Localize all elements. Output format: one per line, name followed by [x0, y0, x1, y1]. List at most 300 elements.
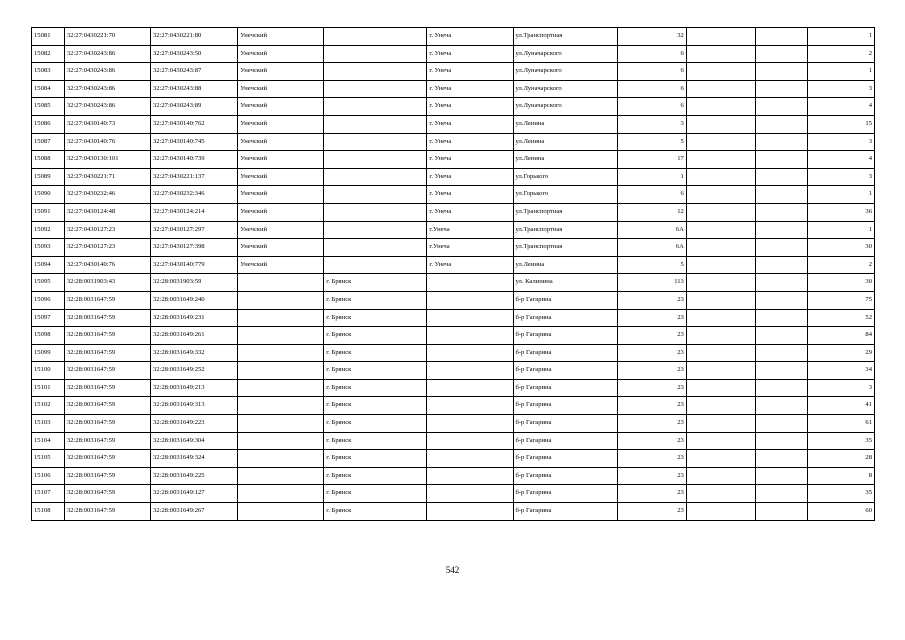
cell-parcel-cadastral-number: 32:27:0430243:86 [64, 63, 150, 81]
table-row [32, 256, 875, 274]
cell-street: б-р Гагарина [513, 485, 617, 503]
cell-parcel-cadastral-number: 32:28:0031647:59 [64, 379, 150, 397]
cell-extra-col-2 [755, 485, 807, 503]
cell-district: Унечский [238, 45, 324, 63]
cell-district [238, 379, 324, 397]
cell-extra-col-1 [686, 450, 755, 468]
cell-town: г. Унеча [427, 98, 513, 116]
cell-city: г. Брянск [324, 485, 427, 503]
cell-record-number: 15097 [32, 309, 65, 327]
cell-town: г.Унеча [427, 221, 513, 239]
table-row [32, 291, 875, 309]
cell-record-number: 15104 [32, 432, 65, 450]
cell-street: б-р Гагарина [513, 467, 617, 485]
cell-record-number: 15081 [32, 28, 65, 46]
cell-street: ул.Транспортная [513, 239, 617, 257]
cell-extra-col-2 [755, 362, 807, 380]
cell-parcel-cadastral-number: 32:28:0031647:59 [64, 344, 150, 362]
cell-city [324, 133, 427, 151]
cell-record-number: 15088 [32, 151, 65, 169]
cell-street: б-р Гагарина [513, 450, 617, 468]
cell-extra-col-2 [755, 432, 807, 450]
cell-street: ул.Луначарского [513, 63, 617, 81]
cell-district: Унечский [238, 168, 324, 186]
cell-town: г. Унеча [427, 115, 513, 133]
cell-apartment-number: 84 [808, 327, 875, 345]
cell-extra-col-1 [686, 415, 755, 433]
cell-city: г. Брянск [324, 432, 427, 450]
cell-extra-col-1 [686, 80, 755, 98]
cell-house-number: 23 [617, 467, 686, 485]
cell-town: г. Унеча [427, 186, 513, 204]
cell-apartment-number: 75 [808, 291, 875, 309]
cell-district [238, 485, 324, 503]
cell-parcel-cadastral-number: 32:28:0031647:59 [64, 327, 150, 345]
cell-district: Унечский [238, 186, 324, 204]
cell-extra-col-2 [755, 327, 807, 345]
cell-extra-col-1 [686, 503, 755, 521]
cell-street: б-р Гагарина [513, 397, 617, 415]
table-row [32, 503, 875, 521]
cell-district [238, 397, 324, 415]
page-number: 542 [445, 565, 460, 575]
cell-extra-col-2 [755, 115, 807, 133]
cell-object-cadastral-number: 32:27:0430243:88 [150, 80, 237, 98]
cell-object-cadastral-number: 32:28:0031649:252 [150, 362, 237, 380]
cell-apartment-number: 41 [808, 397, 875, 415]
cell-house-number: 6 [617, 98, 686, 116]
cell-extra-col-2 [755, 309, 807, 327]
cell-extra-col-1 [686, 379, 755, 397]
cell-house-number: 23 [617, 503, 686, 521]
table-row [32, 151, 875, 169]
cell-apartment-number: 30 [808, 274, 875, 292]
cell-object-cadastral-number: 32:28:0031649:324 [150, 450, 237, 468]
cell-house-number: 23 [617, 415, 686, 433]
cell-apartment-number: 3 [808, 133, 875, 151]
cell-extra-col-1 [686, 291, 755, 309]
cell-object-cadastral-number: 32:27:0430140:739 [150, 151, 237, 169]
cell-apartment-number: 4 [808, 151, 875, 169]
cell-street: ул.Транспортная [513, 28, 617, 46]
cell-house-number: 23 [617, 485, 686, 503]
table-row [32, 186, 875, 204]
cell-extra-col-1 [686, 203, 755, 221]
cell-district: Унечский [238, 98, 324, 116]
cell-extra-col-2 [755, 133, 807, 151]
cell-record-number: 15100 [32, 362, 65, 380]
cell-house-number: 6 [617, 63, 686, 81]
cell-apartment-number: 35 [808, 432, 875, 450]
cell-object-cadastral-number: 32:28:0031649:267 [150, 503, 237, 521]
table-row [32, 467, 875, 485]
cell-extra-col-1 [686, 344, 755, 362]
cell-object-cadastral-number: 32:28:0031649:127 [150, 485, 237, 503]
cell-district: Унечский [238, 239, 324, 257]
cell-city [324, 63, 427, 81]
cell-house-number: 23 [617, 327, 686, 345]
cell-parcel-cadastral-number: 32:28:0031647:59 [64, 503, 150, 521]
cell-parcel-cadastral-number: 32:27:0430124:48 [64, 203, 150, 221]
cell-record-number: 15094 [32, 256, 65, 274]
cell-apartment-number: 3 [808, 168, 875, 186]
register-table [31, 27, 875, 521]
cell-object-cadastral-number: 32:27:0430221:137 [150, 168, 237, 186]
cell-parcel-cadastral-number: 32:27:0430243:86 [64, 98, 150, 116]
cell-extra-col-2 [755, 151, 807, 169]
cell-town: г. Унеча [427, 63, 513, 81]
cell-district: Унечский [238, 151, 324, 169]
cell-house-number: 23 [617, 397, 686, 415]
cell-street: б-р Гагарина [513, 344, 617, 362]
cell-district: Унечский [238, 63, 324, 81]
cell-object-cadastral-number: 32:27:0430140:745 [150, 133, 237, 151]
cell-record-number: 15089 [32, 168, 65, 186]
cell-object-cadastral-number: 32:27:0430127:297 [150, 221, 237, 239]
cell-apartment-number: 52 [808, 309, 875, 327]
cell-record-number: 15090 [32, 186, 65, 204]
cell-house-number: 23 [617, 344, 686, 362]
cell-object-cadastral-number: 32:28:0031649:225 [150, 467, 237, 485]
cell-district [238, 467, 324, 485]
cell-object-cadastral-number: 32:28:0031649:332 [150, 344, 237, 362]
cell-extra-col-2 [755, 203, 807, 221]
cell-record-number: 15084 [32, 80, 65, 98]
cell-house-number: 3 [617, 115, 686, 133]
cell-street: б-р Гагарина [513, 432, 617, 450]
cell-record-number: 15103 [32, 415, 65, 433]
cell-extra-col-2 [755, 28, 807, 46]
cell-city: г. Брянск [324, 415, 427, 433]
cell-object-cadastral-number: 32:28:0031649:223 [150, 415, 237, 433]
cell-extra-col-2 [755, 239, 807, 257]
cell-object-cadastral-number: 32:27:0430221:80 [150, 28, 237, 46]
cell-town: г. Унеча [427, 28, 513, 46]
cell-extra-col-2 [755, 450, 807, 468]
cell-apartment-number: 29 [808, 344, 875, 362]
table-row [32, 362, 875, 380]
cell-extra-col-1 [686, 485, 755, 503]
cell-house-number: 6 [617, 186, 686, 204]
cell-city [324, 98, 427, 116]
table-row [32, 432, 875, 450]
cell-town [427, 432, 513, 450]
cell-parcel-cadastral-number: 32:28:0031647:59 [64, 467, 150, 485]
cell-street: ул.Транспортная [513, 221, 617, 239]
table-row [32, 63, 875, 81]
cell-record-number: 15086 [32, 115, 65, 133]
cell-parcel-cadastral-number: 32:28:0031647:59 [64, 450, 150, 468]
cell-district [238, 327, 324, 345]
cell-extra-col-1 [686, 397, 755, 415]
cell-parcel-cadastral-number: 32:27:0430243:86 [64, 80, 150, 98]
cell-extra-col-2 [755, 168, 807, 186]
cell-street: ул.Луначарского [513, 80, 617, 98]
cell-extra-col-2 [755, 256, 807, 274]
cell-apartment-number: 4 [808, 98, 875, 116]
cell-city: г. Брянск [324, 450, 427, 468]
cell-parcel-cadastral-number: 32:28:0031647:59 [64, 432, 150, 450]
cell-street: ул.Луначарского [513, 98, 617, 116]
cell-city: г. Брянск [324, 467, 427, 485]
cell-district [238, 415, 324, 433]
cell-parcel-cadastral-number: 32:27:0430140:76 [64, 133, 150, 151]
table-row [32, 80, 875, 98]
cell-house-number: 23 [617, 309, 686, 327]
cell-city [324, 239, 427, 257]
cell-parcel-cadastral-number: 32:27:0430140:76 [64, 256, 150, 274]
cell-apartment-number: 8 [808, 467, 875, 485]
cell-object-cadastral-number: 32:27:0430124:214 [150, 203, 237, 221]
cell-city: г. Брянск [324, 362, 427, 380]
cell-town [427, 450, 513, 468]
cell-parcel-cadastral-number: 32:28:0031647:59 [64, 309, 150, 327]
cell-house-number: 1 [617, 168, 686, 186]
cell-district [238, 291, 324, 309]
cell-town [427, 309, 513, 327]
table-row [32, 379, 875, 397]
cell-extra-col-1 [686, 432, 755, 450]
table-row [32, 239, 875, 257]
cell-town [427, 362, 513, 380]
cell-street: ул.Ленина [513, 256, 617, 274]
cell-record-number: 15092 [32, 221, 65, 239]
cell-parcel-cadastral-number: 32:28:0031647:59 [64, 415, 150, 433]
cell-extra-col-1 [686, 98, 755, 116]
cell-house-number: 17 [617, 151, 686, 169]
cell-object-cadastral-number: 32:28:0031649:213 [150, 379, 237, 397]
cell-district: Унечский [238, 28, 324, 46]
cell-house-number: 5 [617, 133, 686, 151]
cell-town: г. Унеча [427, 256, 513, 274]
cell-house-number: 6 [617, 45, 686, 63]
cell-object-cadastral-number: 32:28:0031649:240 [150, 291, 237, 309]
cell-city [324, 151, 427, 169]
cell-district [238, 344, 324, 362]
cell-parcel-cadastral-number: 32:28:0031647:59 [64, 291, 150, 309]
cell-town: г. Унеча [427, 203, 513, 221]
table-row [32, 485, 875, 503]
cell-city [324, 256, 427, 274]
cell-record-number: 15106 [32, 467, 65, 485]
cell-apartment-number: 36 [808, 203, 875, 221]
cell-record-number: 15085 [32, 98, 65, 116]
cell-street: б-р Гагарина [513, 415, 617, 433]
cell-city [324, 28, 427, 46]
cell-parcel-cadastral-number: 32:27:0430221:70 [64, 28, 150, 46]
table-row [32, 327, 875, 345]
cell-object-cadastral-number: 32:27:0430243:89 [150, 98, 237, 116]
table-row [32, 45, 875, 63]
cell-town [427, 379, 513, 397]
cell-house-number: 23 [617, 362, 686, 380]
cell-district: Унечский [238, 203, 324, 221]
cell-apartment-number: 28 [808, 450, 875, 468]
cell-record-number: 15101 [32, 379, 65, 397]
cell-apartment-number: 15 [808, 115, 875, 133]
cell-extra-col-2 [755, 344, 807, 362]
cell-extra-col-1 [686, 63, 755, 81]
cell-record-number: 15087 [32, 133, 65, 151]
cell-extra-col-2 [755, 415, 807, 433]
cell-parcel-cadastral-number: 32:27:0430221:71 [64, 168, 150, 186]
cell-apartment-number: 61 [808, 415, 875, 433]
cell-town [427, 467, 513, 485]
cell-record-number: 15093 [32, 239, 65, 257]
cell-district: Унечский [238, 133, 324, 151]
cell-record-number: 15107 [32, 485, 65, 503]
cell-street: ул. Калинина [513, 274, 617, 292]
table-row [32, 415, 875, 433]
cell-town [427, 503, 513, 521]
cell-extra-col-1 [686, 45, 755, 63]
cell-street: ул.Горького [513, 168, 617, 186]
cell-district: Унечский [238, 80, 324, 98]
cell-parcel-cadastral-number: 32:28:0031647:59 [64, 397, 150, 415]
cell-street: ул.Ленина [513, 151, 617, 169]
cell-house-number: 23 [617, 291, 686, 309]
table-row [32, 203, 875, 221]
cell-extra-col-1 [686, 362, 755, 380]
cell-house-number: 23 [617, 432, 686, 450]
cell-district [238, 450, 324, 468]
table-row [32, 397, 875, 415]
cell-town [427, 327, 513, 345]
cell-town [427, 397, 513, 415]
cell-house-number: 6А [617, 239, 686, 257]
cell-district [238, 432, 324, 450]
cell-extra-col-1 [686, 467, 755, 485]
cell-object-cadastral-number: 32:27:0430127:398 [150, 239, 237, 257]
table-row [32, 133, 875, 151]
cell-parcel-cadastral-number: 32:27:0430127:23 [64, 239, 150, 257]
cell-house-number: 6 [617, 80, 686, 98]
cell-town: г. Унеча [427, 168, 513, 186]
cell-record-number: 15098 [32, 327, 65, 345]
cell-street: ул.Транспортная [513, 203, 617, 221]
table-row [32, 168, 875, 186]
cell-extra-col-2 [755, 80, 807, 98]
cell-extra-col-2 [755, 379, 807, 397]
cell-town: г.Унеча [427, 239, 513, 257]
cell-object-cadastral-number: 32:27:0430243:50 [150, 45, 237, 63]
cell-city: г. Брянск [324, 291, 427, 309]
cell-town [427, 415, 513, 433]
cell-apartment-number: 35 [808, 485, 875, 503]
cell-record-number: 15102 [32, 397, 65, 415]
cell-object-cadastral-number: 32:27:0430232:346 [150, 186, 237, 204]
cell-extra-col-1 [686, 256, 755, 274]
cell-extra-col-2 [755, 467, 807, 485]
cell-object-cadastral-number: 32:27:0430140:779 [150, 256, 237, 274]
cell-street: ул.Горького [513, 186, 617, 204]
cell-extra-col-1 [686, 151, 755, 169]
table-row [32, 274, 875, 292]
cell-street: б-р Гагарина [513, 309, 617, 327]
cell-extra-col-1 [686, 28, 755, 46]
table-row [32, 221, 875, 239]
cell-street: б-р Гагарина [513, 362, 617, 380]
cell-city [324, 80, 427, 98]
cell-street: б-р Гагарина [513, 379, 617, 397]
cell-city: г. Брянск [324, 503, 427, 521]
cell-house-number: 12 [617, 203, 686, 221]
cell-extra-col-2 [755, 274, 807, 292]
cell-parcel-cadastral-number: 32:27:0430243:86 [64, 45, 150, 63]
cell-record-number: 15083 [32, 63, 65, 81]
cell-apartment-number: 1 [808, 186, 875, 204]
table-row [32, 450, 875, 468]
cell-apartment-number: 1 [808, 221, 875, 239]
cell-apartment-number: 30 [808, 239, 875, 257]
cell-extra-col-1 [686, 115, 755, 133]
cell-city: г. Брянск [324, 309, 427, 327]
cell-extra-col-1 [686, 168, 755, 186]
cell-extra-col-2 [755, 63, 807, 81]
cell-object-cadastral-number: 32:27:0430243:87 [150, 63, 237, 81]
cell-house-number: 32 [617, 28, 686, 46]
cell-city [324, 221, 427, 239]
cell-object-cadastral-number: 32:28:0031649:231 [150, 309, 237, 327]
cell-record-number: 15105 [32, 450, 65, 468]
cell-house-number: 113 [617, 274, 686, 292]
cell-district [238, 274, 324, 292]
cell-extra-col-2 [755, 397, 807, 415]
cell-parcel-cadastral-number: 32:28:0031647:59 [64, 485, 150, 503]
table-row [32, 115, 875, 133]
cell-street: ул.Луначарского [513, 45, 617, 63]
cell-extra-col-2 [755, 291, 807, 309]
cell-street: ул.Ленина [513, 133, 617, 151]
cell-object-cadastral-number: 32:27:0430140:762 [150, 115, 237, 133]
cell-apartment-number: 1 [808, 63, 875, 81]
cell-parcel-cadastral-number: 32:27:0430127:23 [64, 221, 150, 239]
cell-city: г. Брянск [324, 397, 427, 415]
cell-town: г. Унеча [427, 133, 513, 151]
cell-extra-col-1 [686, 186, 755, 204]
cell-town: г. Унеча [427, 45, 513, 63]
cell-house-number: 6А [617, 221, 686, 239]
cell-apartment-number: 3 [808, 379, 875, 397]
cell-city: г. Брянск [324, 379, 427, 397]
cell-apartment-number: 3 [808, 80, 875, 98]
cell-house-number: 23 [617, 379, 686, 397]
cell-apartment-number: 34 [808, 362, 875, 380]
cell-town: г. Унеча [427, 151, 513, 169]
cell-street: ул.Ленина [513, 115, 617, 133]
cell-extra-col-2 [755, 221, 807, 239]
cell-house-number: 23 [617, 450, 686, 468]
cell-object-cadastral-number: 32:28:0031649:313 [150, 397, 237, 415]
cell-apartment-number: 1 [808, 28, 875, 46]
table-row [32, 98, 875, 116]
cell-record-number: 15108 [32, 503, 65, 521]
cell-house-number: 5 [617, 256, 686, 274]
cell-object-cadastral-number: 32:28:0031903:59 [150, 274, 237, 292]
cell-street: б-р Гагарина [513, 503, 617, 521]
cell-parcel-cadastral-number: 32:28:0031903:43 [64, 274, 150, 292]
cell-record-number: 15099 [32, 344, 65, 362]
cell-object-cadastral-number: 32:28:0031649:304 [150, 432, 237, 450]
cell-parcel-cadastral-number: 32:27:0430140:73 [64, 115, 150, 133]
cell-city [324, 186, 427, 204]
cell-extra-col-1 [686, 274, 755, 292]
cell-extra-col-1 [686, 133, 755, 151]
cell-apartment-number: 60 [808, 503, 875, 521]
cell-parcel-cadastral-number: 32:28:0031647:59 [64, 362, 150, 380]
table-row [32, 28, 875, 46]
cell-district [238, 503, 324, 521]
